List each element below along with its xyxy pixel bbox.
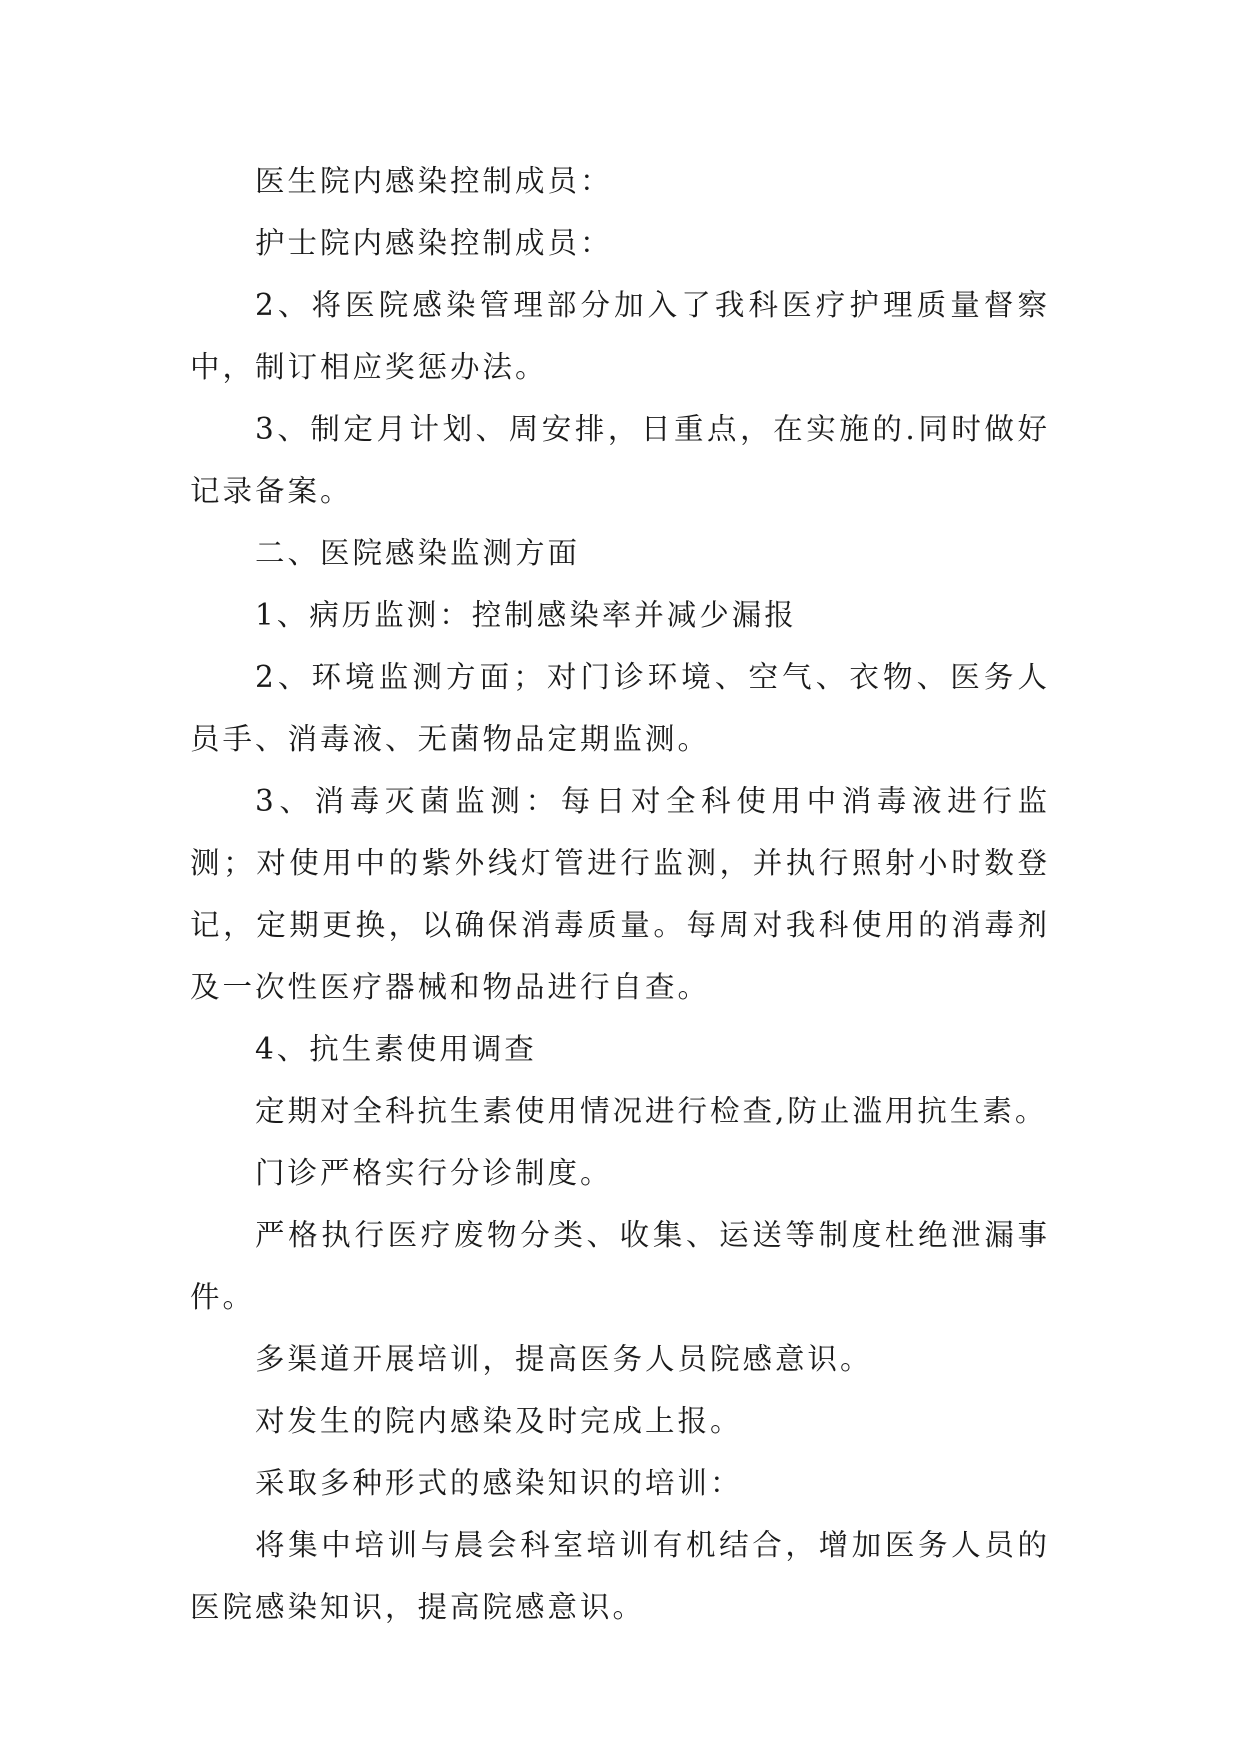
paragraph-item-4-antibiotic-survey: 4、抗生素使用调查	[255, 1032, 537, 1066]
paragraph-triage-system: 门诊严格实行分诊制度。	[255, 1156, 613, 1190]
paragraph-doctor-members: 医生院内感染控制成员：	[255, 164, 613, 198]
paragraph-combined-training: 将集中培训与晨会科室培训有机结合，增加医务人员的医院感染知识，提高院感意识。	[190, 1528, 1050, 1624]
document-body	[190, 150, 1050, 1638]
paragraph-medical-waste: 严格执行医疗废物分类、收集、运送等制度杜绝泄漏事件。	[190, 1218, 1050, 1314]
section-heading-infection-monitoring: 二、医院感染监测方面	[255, 536, 581, 570]
paragraph-item-2-environment-monitoring: 2、环境监测方面；对门诊环境、空气、衣物、医务人员手、消毒液、无菌物品定期监测。	[190, 660, 1050, 756]
paragraph-nurse-members: 护士院内感染控制成员：	[255, 226, 613, 260]
paragraph-antibiotic-check: 定期对全科抗生素使用情况进行检查,防止滥用抗生素。	[255, 1094, 1048, 1128]
paragraph-item-3-disinfection-monitoring: 3、消毒灭菌监测：每日对全科使用中消毒液进行监测；对使用中的紫外线灯管进行监测，并执行照射小时数登记，定期更换，以确保消毒质量。每周对我科使用的消毒剂及一次性医疗器械和物品进行自查。	[190, 784, 1050, 1004]
paragraph-infection-reporting: 对发生的院内感染及时完成上报。	[255, 1404, 743, 1438]
paragraph-training-channels: 多渠道开展培训，提高医务人员院感意识。	[255, 1342, 873, 1376]
paragraph-item-1-records-monitoring: 1、病历监测：控制感染率并减少漏报	[255, 598, 797, 632]
paragraph-item-2-quality-supervision: 2、将医院感染管理部分加入了我科医疗护理质量督察中，制订相应奖惩办法。	[190, 288, 1050, 384]
paragraph-training-forms: 采取多种形式的感染知识的培训：	[255, 1466, 743, 1500]
paragraph-item-3-planning: 3、制定月计划、周安排，日重点，在实施的.同时做好记录备案。	[190, 412, 1050, 508]
